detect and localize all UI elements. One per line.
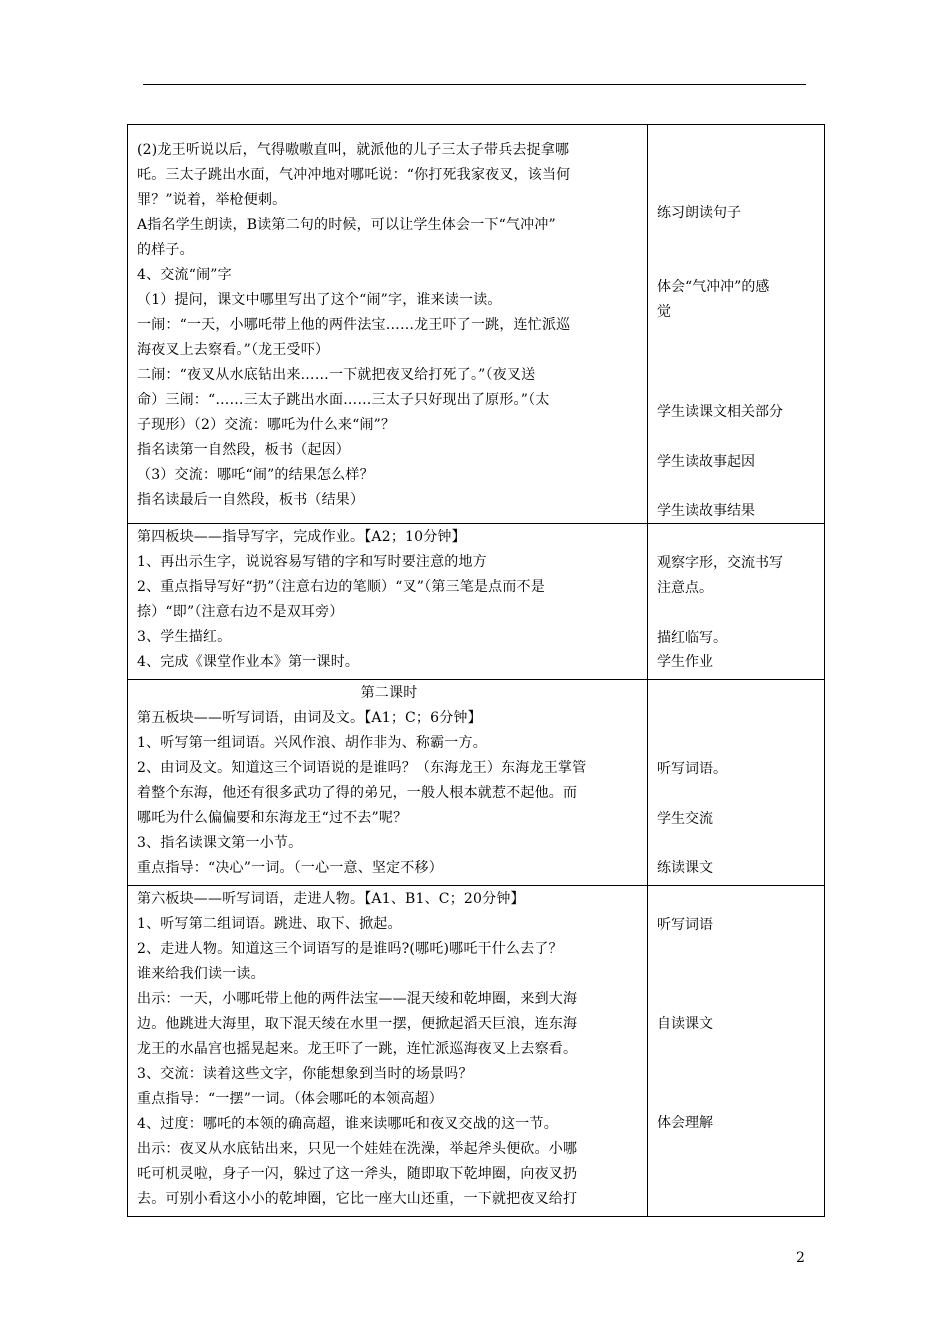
table-row	[128, 680, 825, 886]
text-line: 第六板块——听写词语，走进人物。【A1、B1、C；20分钟】	[137, 891, 525, 907]
text-line: （3）交流：哪吒“闹”的结果怎么样？	[137, 467, 374, 483]
text-line: 第四板块——指导写字，完成作业。【A2；10分钟】	[137, 529, 466, 545]
student-activity-note: 学生读故事结果	[657, 503, 755, 519]
teaching-steps-text	[128, 125, 647, 517]
text-line: 的样子。	[137, 242, 194, 258]
student-activity-cell	[648, 524, 825, 680]
student-activity-note: 描红临写。	[657, 630, 727, 646]
student-activity-note: 练习朗读句子	[657, 205, 741, 221]
text-line: 子现形）（2）交流：哪吒为什么来“闹”？	[137, 417, 396, 433]
text-line: A指名学生朗读，B读第二句的时候，可以让学生体会一下“气冲冲”	[137, 217, 556, 233]
text-line: 2、重点指导写好“扔”（注意右边的笔顺）“叉”（第三笔是点而不是	[137, 579, 545, 595]
table-row	[128, 524, 825, 680]
text-line: 一闹：“一天，小哪吒带上他的两件法宝……龙王吓了一跳，连忙派巡	[137, 317, 571, 333]
text-line: 3、学生描红。	[137, 629, 232, 645]
text-line: 指名读最后一自然段，板书（结果）	[137, 492, 365, 508]
text-line: 重点指导：“一摆”一词。（体会哪吒的本领高超）	[137, 1091, 443, 1107]
student-activity-cell	[648, 680, 825, 886]
teaching-steps-cell	[128, 524, 648, 680]
text-line: 1、听写第二组词语。跳进、取下、掀起。	[137, 916, 402, 932]
teaching-steps-cell	[128, 125, 648, 524]
text-line: 着整个东海，他还有很多武功了得的弟兄，一般人根本就惹不起他。而	[137, 785, 578, 801]
text-line: 4、完成《课堂作业本》第一课时。	[137, 654, 360, 670]
text-line: 指名读第一自然段，板书（起因）	[137, 442, 350, 458]
student-activity-note: 体会理解	[657, 1115, 713, 1131]
text-line: 二闹：“夜叉从水底钻出来……一下就把夜叉给打死了。”（夜叉送	[137, 367, 536, 383]
table-row	[128, 125, 825, 524]
lesson-plan-table	[127, 124, 825, 1217]
text-line: 罪？”说着，举枪便刺。	[137, 192, 287, 208]
text-line: 第五板块——听写词语，由词及文。【A1；C；6分钟】	[137, 710, 482, 726]
student-activity-note: 体会“气冲冲”的感	[657, 279, 770, 295]
text-line: 捺）“即”（注意右边不是双耳旁）	[137, 604, 344, 620]
text-line: (2)龙王听说以后，气得嗷嗷直叫，就派他的儿子三太子带兵去捉拿哪	[137, 142, 570, 158]
text-line: 1、听写第一组词语。兴风作浪、胡作非为、称霸一方。	[137, 735, 487, 751]
student-activity-note: 学生作业	[657, 654, 713, 670]
student-activity-note: 注意点。	[657, 580, 713, 596]
header-rule	[143, 84, 806, 85]
text-line: 哪吒为什么偏偏要和东海龙王“过不去”呢？	[137, 810, 408, 826]
student-activity-note: 自读课文	[657, 1016, 713, 1032]
student-activity-note: 听写词语。	[657, 761, 727, 777]
student-activity-note: 观察字形，交流书写	[657, 555, 783, 571]
text-line: 边。他跳进大海里，取下混天绫在水里一摆，便掀起滔天巨浪，连东海	[137, 1016, 578, 1032]
text-line: 出示：夜叉从水底钻出来，只见一个娃娃在洗澡，举起斧头便砍。小哪	[137, 1141, 578, 1157]
student-activity-cell	[648, 125, 825, 524]
text-line: 谁来给我们读一读。	[137, 966, 265, 982]
teaching-steps-text	[128, 886, 647, 1216]
teaching-steps-text	[128, 680, 647, 885]
teaching-steps-cell	[128, 886, 648, 1217]
text-line: 海夜叉上去察看。”（龙王受吓）	[137, 342, 330, 358]
text-line: 2、由词及文。知道这三个词语说的是谁吗？（东海龙王）东海龙王掌管	[137, 760, 587, 776]
student-activity-note: 学生交流	[657, 811, 713, 827]
text-line: 3、指名读课文第一小节。	[137, 835, 303, 851]
text-line: 4、交流“闹”字	[137, 267, 232, 283]
page-number: 2	[796, 1250, 805, 1266]
student-activity-cell	[648, 886, 825, 1217]
text-line: 吒。三太子跳出水面，气冲冲地对哪吒说：“你打死我家夜叉，该当何	[137, 167, 571, 183]
text-line: 4、过度：哪吒的本领的确高超，谁来读哪吒和夜叉交战的这一节。	[137, 1116, 558, 1132]
text-line: 2、走进人物。知道这三个词语写的是谁吗?(哪吒)哪吒干什么去了？	[137, 941, 563, 957]
student-activity-note: 学生读故事起因	[657, 454, 755, 470]
table-row	[128, 886, 825, 1217]
text-line: 重点指导：“决心”一词。（一心一意、坚定不移）	[137, 860, 443, 876]
text-line: 3、交流：读着这些文字，你能想象到当时的场景吗？	[137, 1066, 473, 1082]
teaching-steps-lines	[137, 706, 641, 881]
text-line: 出示：一天，小哪吒带上他的两件法宝——混天绫和乾坤圈，来到大海	[137, 991, 578, 1007]
teaching-steps-text	[128, 524, 647, 679]
text-line: 命）三闹：“……三太子跳出水面……三太子只好现出了原形。”（太	[137, 392, 550, 408]
text-line: 1、再出示生字，说说容易写错的字和写时要注意的地方	[137, 554, 487, 570]
student-activity-note: 学生读课文相关部分	[657, 404, 783, 420]
text-line: 龙王的水晶宫也摇晃起来。龙王吓了一跳，连忙派巡海夜叉上去察看。	[137, 1041, 578, 1057]
lesson-period-heading: 第二课时	[360, 685, 418, 701]
text-line: 去。可别小看这小小的乾坤圈，它比一座大山还重，一下就把夜叉给打	[137, 1191, 578, 1207]
student-activity-note: 练读课文	[657, 860, 713, 876]
text-line: 吒可机灵啦，身子一闪，躲过了这一斧头，随即取下乾坤圈，向夜叉扔	[137, 1166, 578, 1182]
teaching-steps-cell	[128, 680, 648, 886]
student-activity-note: 听写词语	[657, 917, 713, 933]
student-activity-note: 觉	[657, 304, 671, 320]
text-line: （1）提问，课文中哪里写出了这个“闹”字，谁来读一读。	[137, 292, 502, 308]
